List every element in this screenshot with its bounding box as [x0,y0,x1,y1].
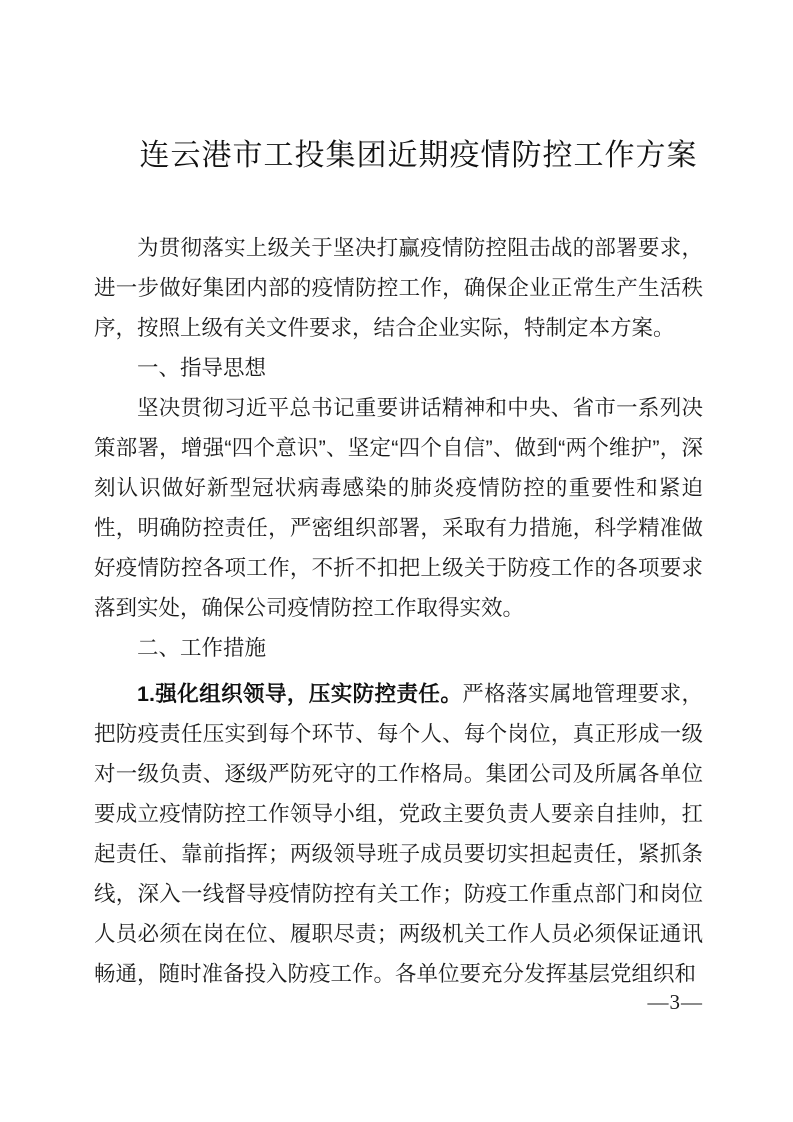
paragraph: 坚决贯彻习近平总书记重要讲话精神和中央、省市一系列决策部署，增强“四个意识”、坚定“四个自信”、做到“两个维护”，深刻认识做好新型冠状病毒感染的肺炎疫情防控的重要性和紧迫性，明确防控责任，严密组织部署，采取有力措施，科学精准做好疫情防控各项工作，不折不扣把上级关于防疫工作的各项要求落到实处，确保公司疫情防控工作取得实效。 [94,396,703,620]
paragraph: 1.强化组织领导，压实防控责任。严格落实属地管理要求，把防疫责任压实到每个环节、每个人、每个岗位，真正形成一级对一级负责、逐级严防死守的工作格局。集团公司及所属各单位要成立疫情防控工作领导小组，党政主要负责人要亲自挂帅，扛起责任、靠前指挥；两级领导班子成员要切实担起责任，紧抓条线，深入一线督导疫情防控有关工作；防疫工作重点部门和岗位人员必须在岗在位、履职尽责；两级机关工作人员必须保证通讯畅通，随时准备投入防疫工作。各单位要充分发挥基层党组织和 [94,682,703,986]
paragraph-lead-bold: 1.强化组织领导，压实防控责任。 [137,682,463,706]
document-title: 连云港市工投集团近期疫情防控工作方案 [139,139,698,172]
paragraph: 为贯彻落实上级关于坚决打赢疫情防控阻击战的部署要求，进一步做好集团内部的疫情防控工作，确保企业正常生产生活秩序，按照上级有关文件要求，结合企业实际，特制定本方案。 [94,236,703,340]
section-heading: 二、工作措施 [137,636,267,660]
section-heading: 一、指导思想 [137,356,267,380]
page-number: —3— [647,990,703,1014]
document-body [94,228,703,994]
